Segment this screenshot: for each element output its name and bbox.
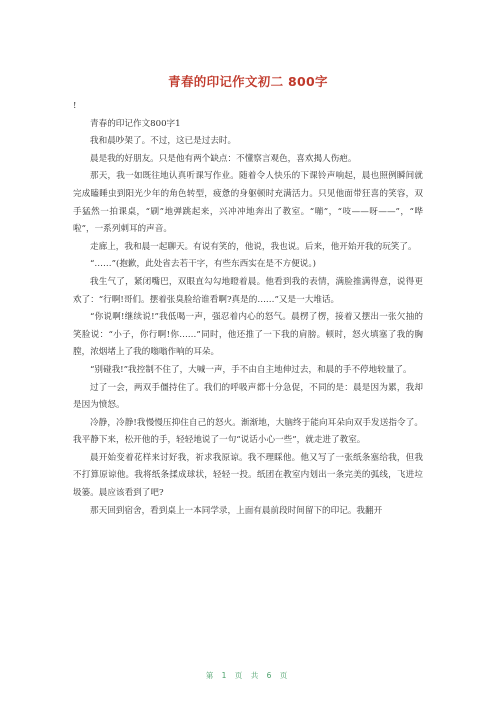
document-title: 青春的印记作文初二 800字 [168,74,328,89]
paragraph-subtitle: 青春的印记作文800字1 [90,118,181,129]
body-mark: ! [73,101,77,111]
paragraph: 我和晨吵架了。不过，这已是过去时。 [90,136,237,147]
paragraph: 晨开始变着花样来讨好我，祈求我原谅。我不理睬他。他又写了一张纸条塞给我，但我不打算原谅他。我将纸条揉成球状，轻轻一投。纸团在教室内划出一条完美的弧线，飞进垃圾篓。晨应该看到了吧? [73,452,423,499]
paragraph: “……”(抱歉，此处省去若干字，有些东西实在是不方便说。) [90,259,317,270]
paragraph: 那天，我一如既往地认真听课写作业。随着令人快乐的下课铃声响起，晨也照例瞬间就完成瞌睡虫到阳光少年的角色转型，疲惫的身躯顿时充满活力。只见他面带狂喜的笑容，双手猛然一拍课桌，“刷”地弹跳起来，兴冲冲地奔出了教室。“嘣”，“吱——呀——”，“哗啦”，一系列刺耳的声音。 [73,171,423,235]
paragraph: 过了一会，两双手僵持住了。我们的呼吸声都十分急促，不同的是：晨是因为累，我却是因为愤怒。 [73,382,423,411]
paragraph: “你说啊!继续说!”我低喝一声，强忍着内心的怒气。晨楞了楞，接着又摆出一张欠抽的笑脸说：“小子，你行啊!你……”同时，他还推了一下我的肩膀。顿时，怒火填塞了我的胸膛，浓烟堵上了我的嗡嗡作响的耳朵。 [73,312,423,358]
page-footer: 第 1 页 共 6 页 [205,671,291,680]
document-body [73,98,423,520]
paragraph: “别碰我!”我控制不住了，大喊一声，手不由自主地伸过去，和晨的手不停地较量了。 [90,364,412,375]
paragraph: 冷静，冷静!我慢慢压抑住自己的怒火。渐渐地，大脑终于能向耳朵向双手发送指令了。我平静下来，松开他的手，轻轻地说了一句“说话小心一些”，就走进了教室。 [73,417,423,446]
paragraph: 我生气了，紧闭嘴巴，双眼直勾勾地瞪着晨。他看到我的表情，满脸推满得意，说得更欢了：“行啊!哥们。摆着张臭脸给谁看啊?真是的……”又是一大堆话。 [73,276,423,305]
paragraph: 那天回到宿舍，看到桌上一本同学录，上面有晨前段时间留下的印记。我翻开 [90,505,383,516]
paragraph: 晨是我的好朋友。只是他有两个缺点：不懂察言观色，喜欢揭人伤疤。 [90,153,357,164]
paragraph: 走廊上，我和晨一起聊天。有说有笑的，他说，我也说。后来，他开始开我的玩笑了。 [90,241,417,252]
